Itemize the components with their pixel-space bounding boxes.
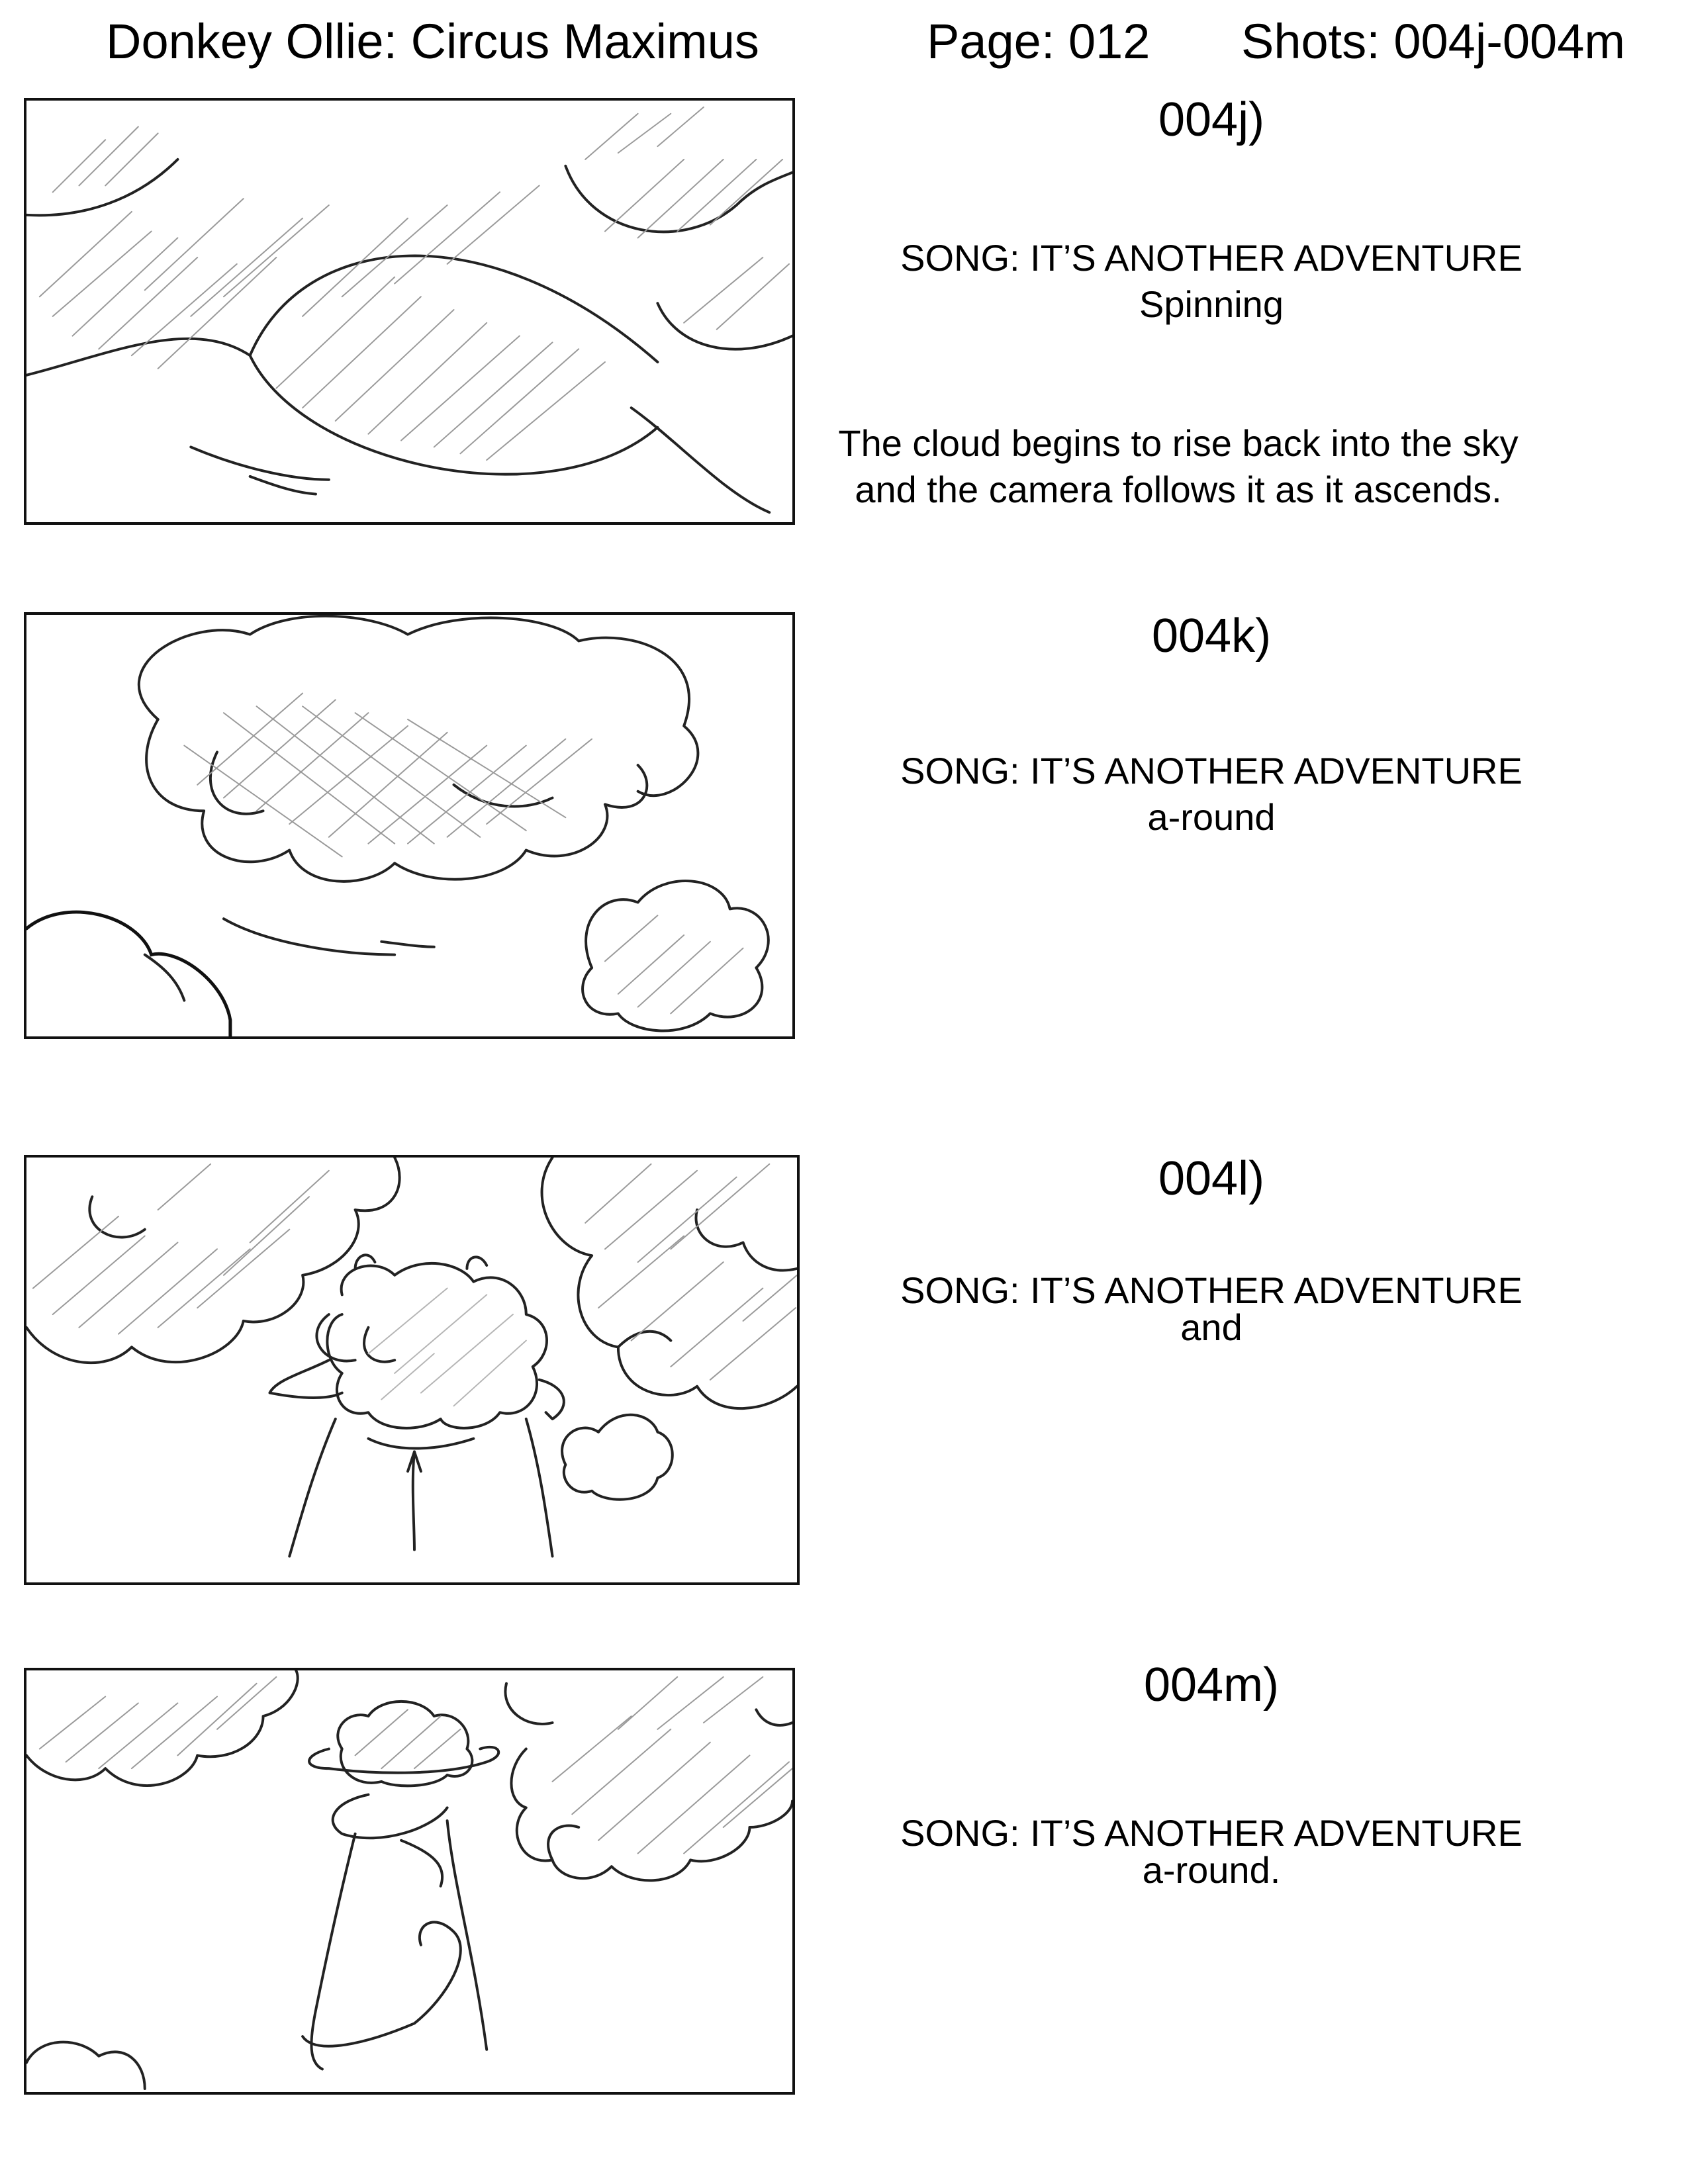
song-title: SONG: IT’S ANOTHER ADVENTURE [900, 237, 1523, 279]
shot-notes-004k [821, 606, 1602, 870]
shot-notes-004j [821, 93, 1602, 523]
storyboard-panel-004l [24, 1155, 800, 1585]
song-lyric: and [1180, 1306, 1243, 1348]
description-line: The cloud begins to rise back into the sky [838, 422, 1519, 464]
song-cue [821, 1267, 1602, 1351]
storyboard-panel-004k [24, 612, 795, 1039]
storyboard-panel-004j [24, 98, 795, 525]
shot-id: 004k) [1151, 610, 1272, 662]
song-cue [821, 748, 1602, 841]
cloud-closeup-sketch [26, 101, 792, 522]
shot-notes-004m [821, 1658, 1602, 1923]
shot-id: 004m) [1143, 1659, 1280, 1711]
tornado-cloud-sketch [26, 1158, 797, 1582]
shot-range: Shots: 004j-004m [1241, 14, 1626, 69]
song-lyric: a-round. [1142, 1849, 1281, 1891]
song-title: SONG: IT’S ANOTHER ADVENTURE [900, 1269, 1523, 1311]
cloud-ascending-sketch [26, 1670, 792, 2092]
project-title: Donkey Ollie: Circus Maximus [106, 14, 759, 69]
song-title: SONG: IT’S ANOTHER ADVENTURE [900, 750, 1523, 792]
action-description [808, 420, 1549, 513]
shot-id: 004l) [1158, 1152, 1265, 1205]
shot-notes-004l [821, 1152, 1602, 1416]
rising-cloud-sketch [26, 615, 792, 1036]
page-number: Page: 012 [927, 14, 1150, 69]
storyboard-panel-004m [24, 1668, 795, 2095]
song-title: SONG: IT’S ANOTHER ADVENTURE [900, 1812, 1523, 1854]
song-cue [821, 235, 1602, 328]
shot-id: 004j) [1158, 93, 1265, 146]
song-lyric: Spinning [1139, 283, 1284, 325]
description-line: and the camera follows it as it ascends. [855, 469, 1502, 510]
song-cue [821, 1810, 1602, 1893]
page-header [0, 13, 1688, 79]
song-lyric: a-round [1147, 796, 1276, 838]
